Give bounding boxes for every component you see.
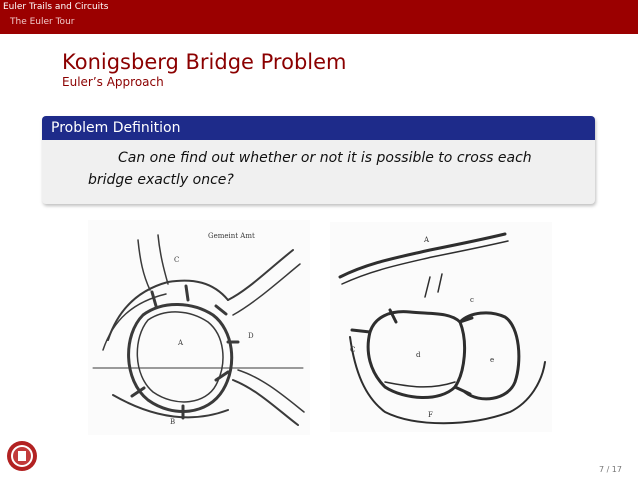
svg-text:d: d bbox=[416, 351, 421, 359]
svg-text:c: c bbox=[470, 296, 474, 304]
breadcrumb-section[interactable]: Euler Trails and Circuits bbox=[3, 2, 109, 12]
svg-text:e: e bbox=[490, 356, 495, 364]
bridges-graph-image bbox=[330, 222, 552, 432]
header-bar bbox=[0, 0, 638, 34]
definition-block-title: Problem Definition bbox=[42, 116, 595, 140]
svg-text:Gemeint Amt: Gemeint Amt bbox=[208, 232, 255, 240]
page-number: 7 / 17 bbox=[598, 465, 622, 474]
svg-text:A: A bbox=[178, 339, 184, 347]
svg-text:A: A bbox=[424, 236, 430, 244]
slide-title: Konigsberg Bridge Problem bbox=[62, 50, 347, 74]
konigsberg-map-image bbox=[88, 220, 310, 435]
svg-text:D: D bbox=[248, 332, 254, 340]
svg-text:C: C bbox=[350, 346, 356, 354]
definition-block bbox=[42, 116, 595, 204]
definition-block-body: Can one find out whether or not it is possible to cross each bridge exactly once? bbox=[88, 150, 532, 188]
svg-text:C: C bbox=[174, 256, 180, 264]
svg-text:F: F bbox=[428, 411, 433, 419]
breadcrumb-subsection[interactable]: The Euler Tour bbox=[10, 17, 75, 27]
university-seal-logo bbox=[6, 440, 38, 472]
svg-text:B: B bbox=[170, 418, 176, 426]
slide-subtitle: Euler’s Approach bbox=[62, 75, 164, 89]
